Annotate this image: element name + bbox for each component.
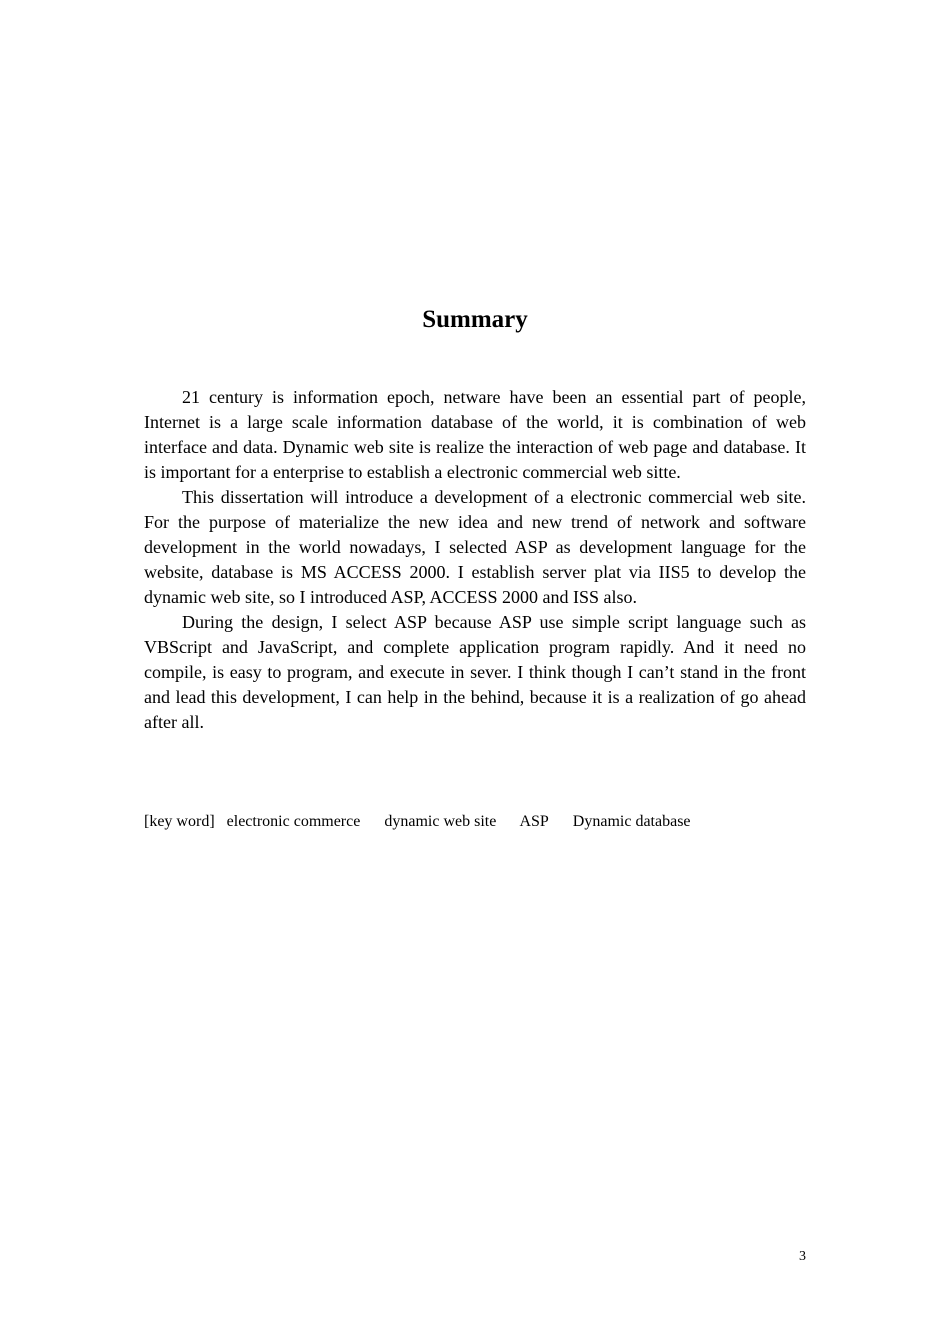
keywords-line: [144, 811, 711, 833]
paragraph: During the design, I select ASP because ASP use simple script language such as VBScript and JavaScript, and complete application program rapidly. And it need no compile, is easy to program, and execute in sever. I think though I can’t stand in the front and lead this development, I can help in the behind, because it is a realization of go ahead after all.: [144, 612, 806, 732]
keyword: Dynamic database: [572, 813, 691, 830]
keyword: ASP: [519, 813, 549, 830]
paragraph: 21 century is information epoch, netware have been an essential part of people, Internet is a large scale information database of the world, it is combination of web interface and data. Dynamic web site is realize the interaction of web page and database. It is important for a enterprise to establish a electronic commercial web sitte.: [144, 387, 806, 482]
keyword: electronic commerce: [226, 813, 361, 830]
page-title: Summary: [422, 306, 528, 333]
summary-body: [144, 385, 806, 735]
keywords-label: [key word]: [144, 813, 215, 830]
paragraph: This dissertation will introduce a development of a electronic commercial web site. For the purpose of materialize the new idea and new trend of network and software development in the world nowadays, I selected ASP as development language for the website, database is MS ACCESS 2000. I establish server plat via IIS5 to develop the dynamic web site, so I introduced ASP, ACCESS 2000 and ISS also.: [144, 487, 806, 607]
page-number: 3: [799, 1249, 806, 1264]
keyword: dynamic web site: [384, 813, 497, 830]
